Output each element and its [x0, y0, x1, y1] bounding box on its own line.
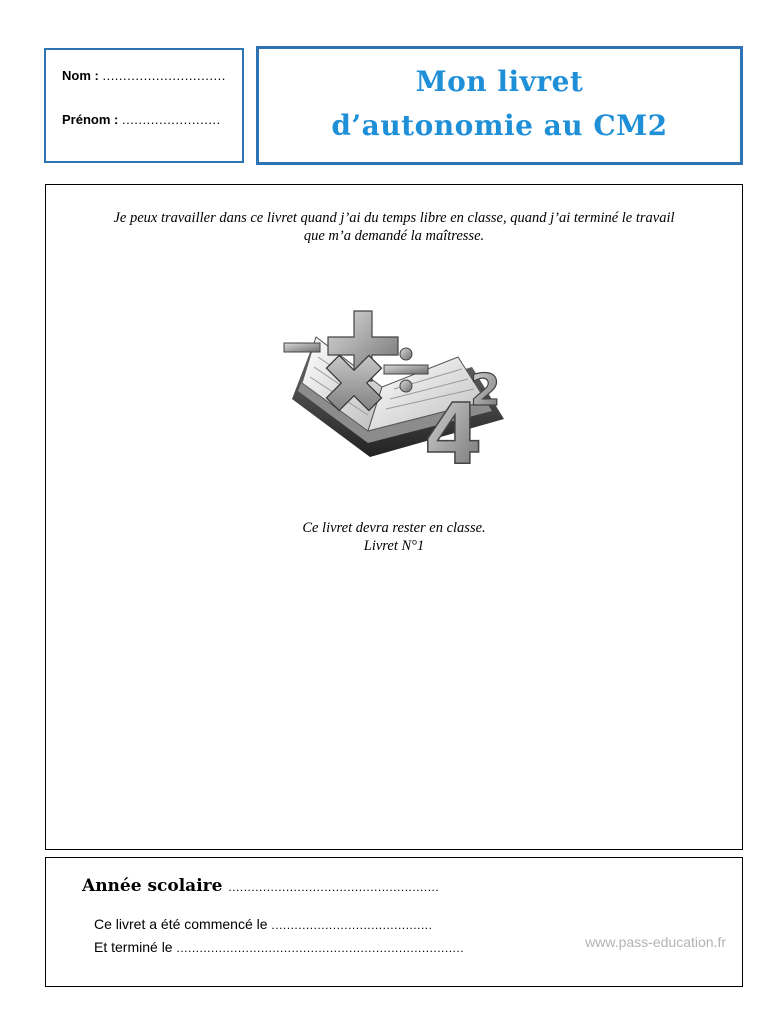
intro-line-1: Je peux travailler dans ce livret quand j’ai du temps libre en classe, quand j’ai terminé le travail [113, 210, 675, 226]
termine-dots: ........................................................................... [176, 941, 465, 955]
svg-text:4: 4 [424, 385, 483, 473]
annee-scolaire-dots: ....................................................... [228, 880, 440, 894]
commence-field[interactable] [94, 916, 432, 932]
main-content [45, 184, 743, 850]
termine-field[interactable] [94, 939, 464, 955]
nom-field[interactable] [62, 68, 226, 83]
prenom-label: Prénom : [62, 112, 119, 127]
remark-line-2: Livret N°1 [363, 538, 425, 554]
watermark: www.pass-education.fr [585, 934, 726, 950]
termine-label: Et terminé le [94, 939, 173, 955]
remark-line-1: Ce livret devra rester en classe. [302, 520, 486, 536]
prenom-dots: ........................ [121, 112, 221, 127]
annee-scolaire-field[interactable] [82, 876, 439, 896]
name-box [44, 48, 244, 163]
commence-dots: .......................................... [271, 918, 433, 932]
prenom-field[interactable] [62, 112, 221, 127]
title-box [256, 46, 743, 165]
math-book-icon [282, 307, 506, 473]
intro-text [56, 209, 732, 245]
nom-dots: .............................. [102, 68, 226, 83]
nom-label: Nom : [62, 68, 99, 83]
remark-text [46, 519, 742, 555]
intro-line-2: que m’a demandé la maîtresse. [303, 228, 485, 244]
title-line-1: Mon livret [415, 65, 584, 98]
footer-box [45, 857, 743, 987]
annee-scolaire-label: Année scolaire [82, 876, 223, 896]
svg-text:2: 2 [470, 365, 501, 416]
commence-label: Ce livret a été commencé le [94, 916, 268, 932]
title-line-2: d’autonomie au CM2 [331, 109, 668, 142]
